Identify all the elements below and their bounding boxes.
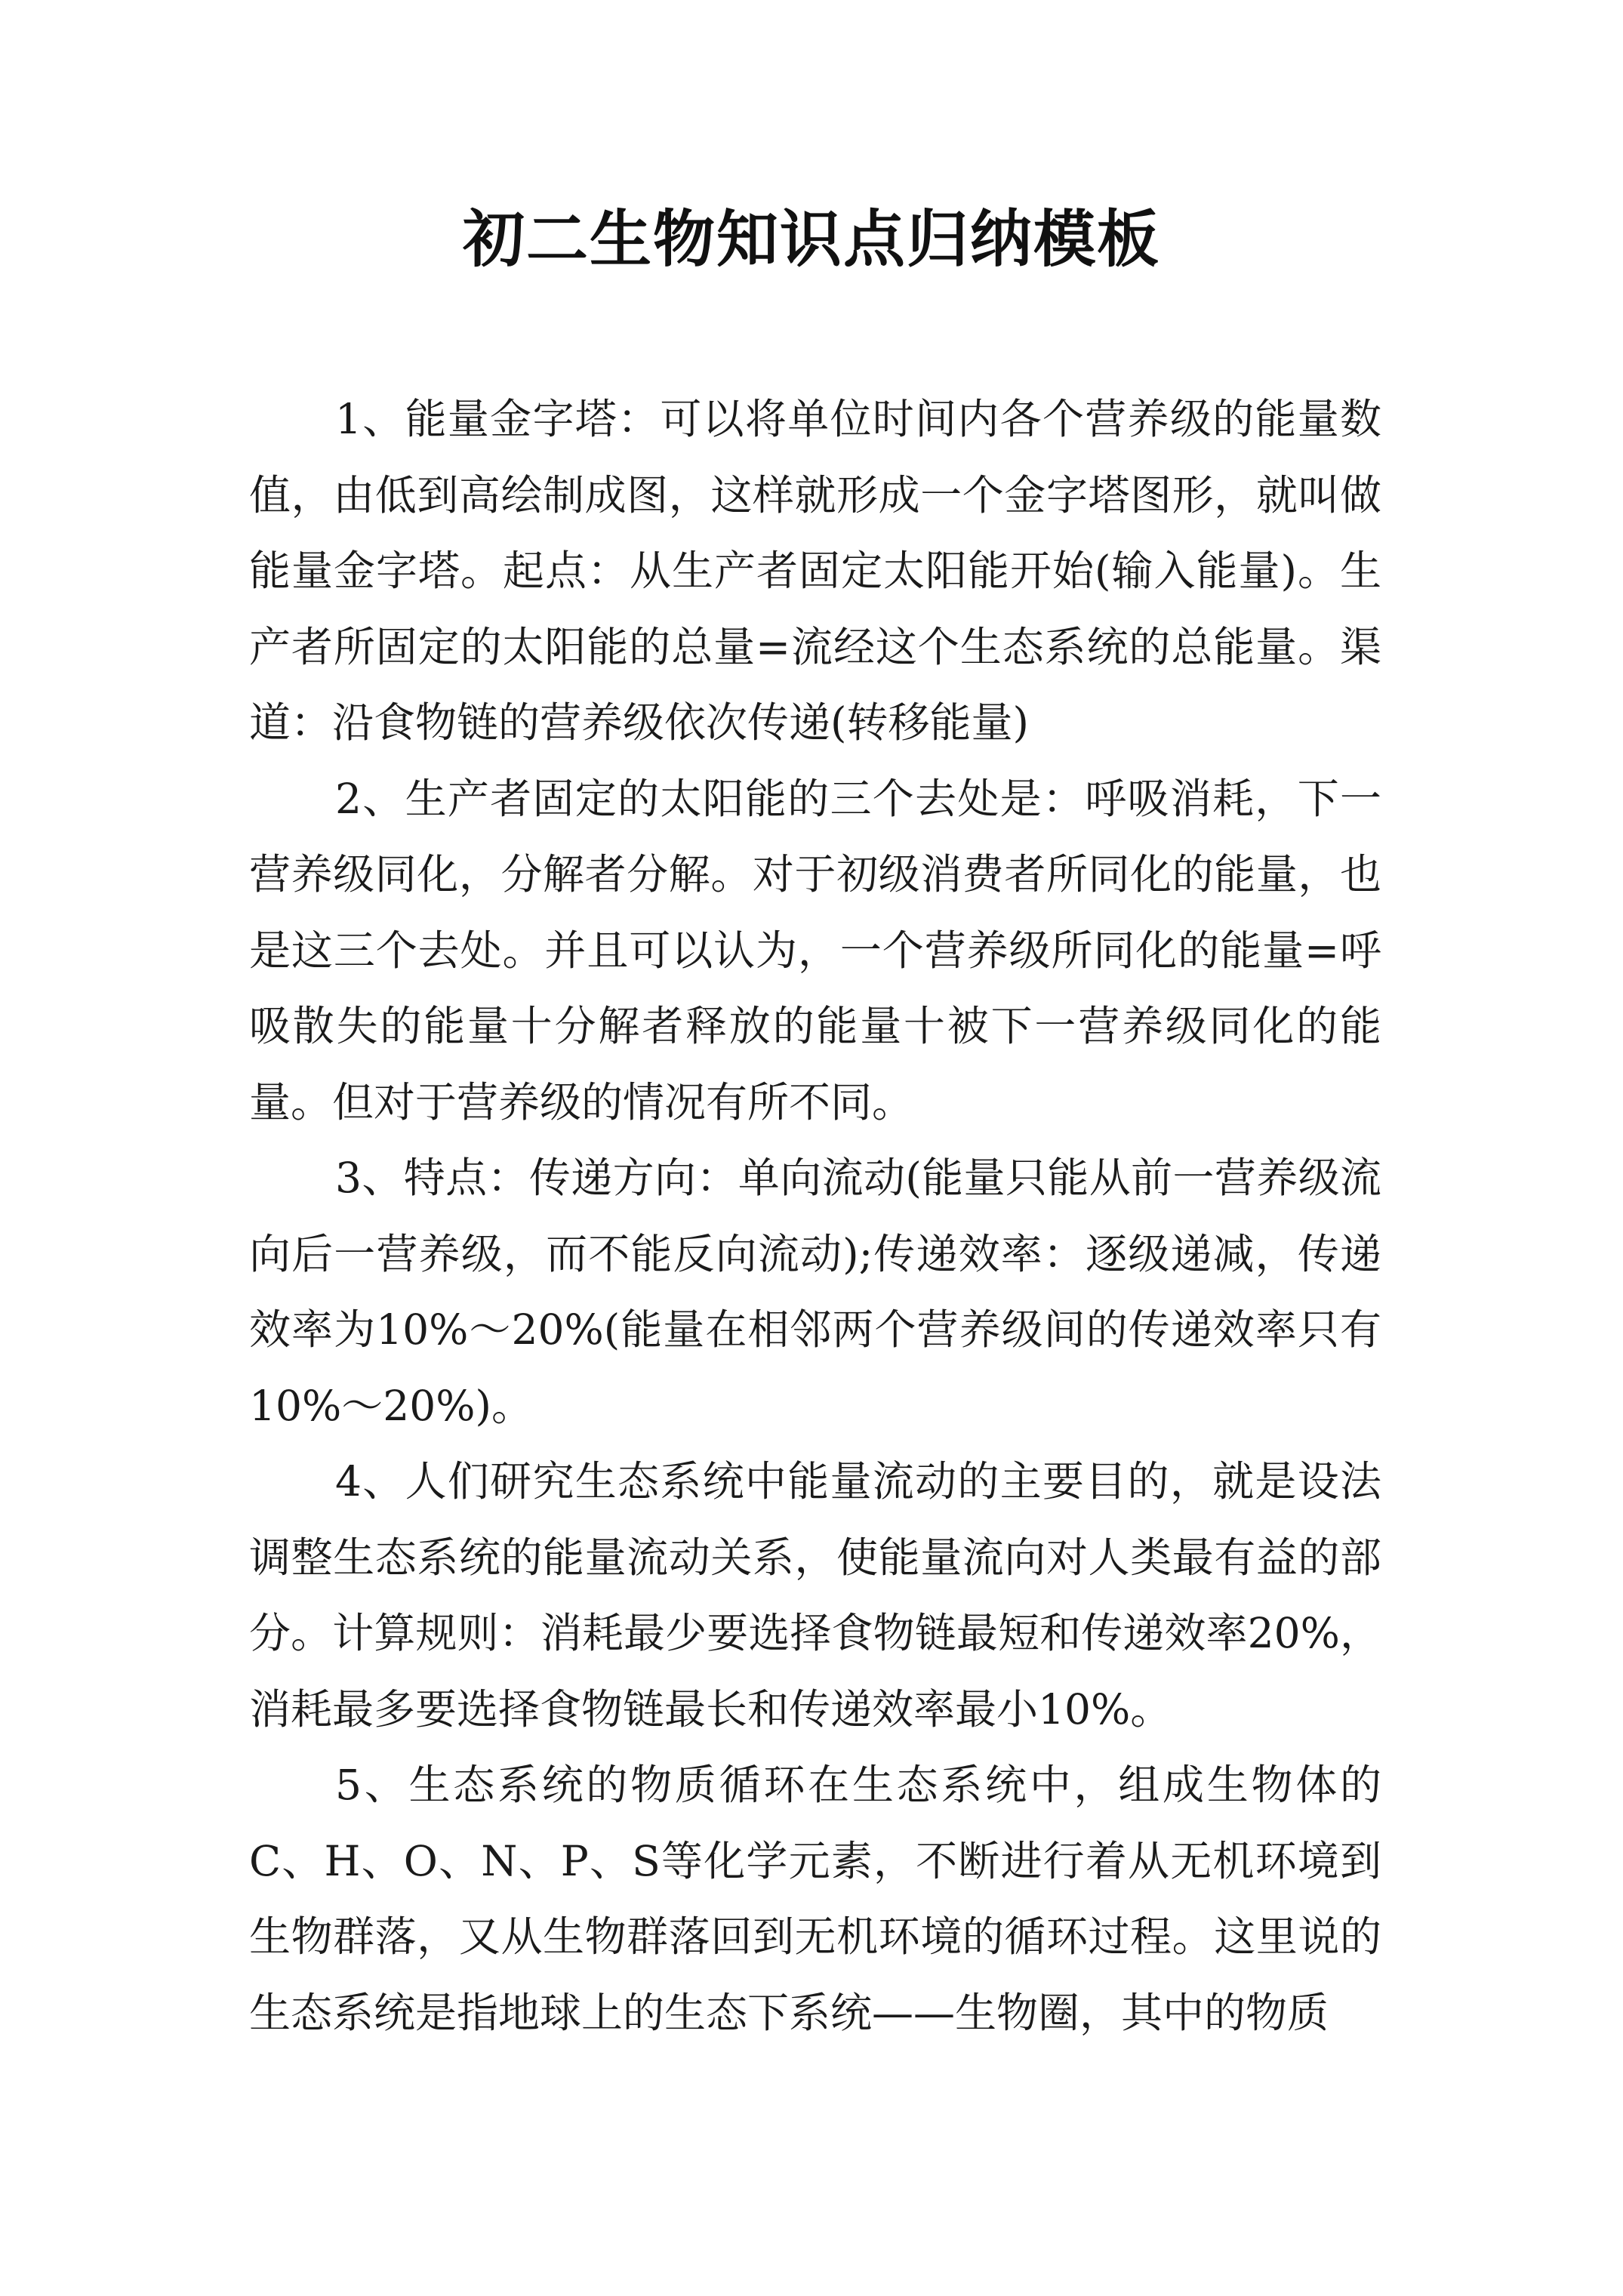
paragraph-5: 5、生态系统的物质循环在生态系统中，组成生物体的C、H、O、N、P、S等化学元素，不断进行着从无机环境到生物群落，又从生物群落回到无机环境的循环过程。这里说的生态系统是指地球上的生态下系统——生物圈，其中的物质 xyxy=(249,1761,1381,2037)
paragraph-1: 1、能量金字塔：可以将单位时间内各个营养级的能量数值，由低到高绘制成图，这样就形成一个金字塔图形，就叫做能量金字塔。起点：从生产者固定太阳能开始(输入能量)。生产者所固定的太阳能的总量=流经这个生态系统的总能量。渠道：沿食物链的营养级依次传递(转移能量) xyxy=(249,395,1381,747)
paragraph-3: 3、特点：传递方向：单向流动(能量只能从前一营养级流向后一营养级，而不能反向流动);传递效率：逐级递减，传递效率为10%～20%(能量在相邻两个营养级间的传递效率只有10%～20%)。 xyxy=(249,1154,1381,1430)
paragraph-4: 4、人们研究生态系统中能量流动的主要目的，就是设法调整生态系统的能量流动关系，使能量流向对人类最有益的部分。计算规则：消耗最少要选择食物链最短和传递效率20%，消耗最多要选择食物链最长和传递效率最小10%。 xyxy=(249,1457,1381,1734)
document-body xyxy=(249,381,1381,2051)
paragraph-2: 2、生产者固定的太阳能的三个去处是：呼吸消耗，下一营养级同化，分解者分解。对于初级消费者所同化的能量，也是这三个去处。并且可以认为，一个营养级所同化的能量=呼吸散失的能量十分解者释放的能量十被下一营养级同化的能量。但对于营养级的情况有所不同。 xyxy=(249,774,1381,1126)
document-title: 初二生物知识点归纳模板 xyxy=(462,203,1160,276)
